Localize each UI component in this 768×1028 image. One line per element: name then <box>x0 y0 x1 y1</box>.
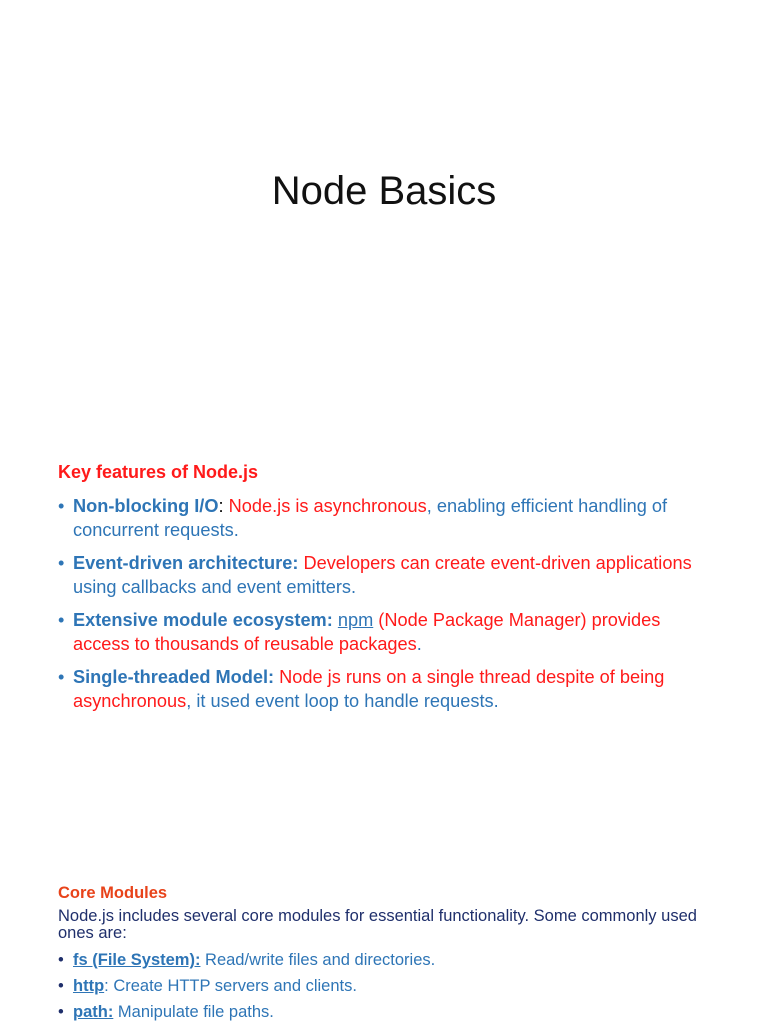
list-item <box>58 494 718 542</box>
module-description: Manipulate file paths. <box>113 1003 274 1021</box>
feature-label-suffix: : <box>218 496 224 516</box>
list-item <box>58 551 718 599</box>
list-item <box>58 608 718 656</box>
list-item <box>58 1002 698 1022</box>
bullet-icon: • <box>58 951 64 969</box>
module-description: Create HTTP servers and clients. <box>108 977 357 995</box>
feature-label: Extensive module ecosystem: <box>73 610 333 630</box>
feature-description: , it used event loop to handle requests. <box>186 691 499 711</box>
feature-description: using callbacks and event emitters. <box>73 577 357 597</box>
key-features-heading: Key features of Node.js <box>58 462 259 482</box>
feature-label: Event-driven architecture: <box>73 553 299 573</box>
module-name-link[interactable]: path: <box>73 1003 114 1021</box>
module-name-link[interactable]: fs (File System): <box>73 951 201 969</box>
core-modules-list <box>58 950 698 1028</box>
feature-description: , enabling efficient handling of concurrent requests. <box>73 496 668 540</box>
core-modules-intro: Node.js includes several core modules for essential functionality. Some commonly used ones are: <box>58 907 697 942</box>
npm-link[interactable]: npm <box>337 610 374 630</box>
core-modules-heading: Core Modules <box>58 884 168 902</box>
feature-highlight: Node js runs on a single thread despite of being asynchronous <box>73 667 665 711</box>
feature-highlight: Developers can create event-driven applications <box>298 553 692 573</box>
list-item <box>58 665 718 713</box>
feature-label: Single-threaded Model: <box>73 667 275 687</box>
key-features-list <box>58 494 718 722</box>
bullet-icon: • <box>58 553 65 573</box>
bullet-icon: • <box>58 977 64 995</box>
list-item <box>58 976 698 996</box>
list-item <box>58 950 698 970</box>
module-name-link[interactable]: http <box>73 977 105 995</box>
module-description: Read/write files and directories. <box>200 951 436 969</box>
module-separator: : <box>104 977 109 995</box>
feature-description: . <box>416 634 422 654</box>
feature-highlight: (Node Package Manager) provides access to thousands of reusable packages <box>73 610 661 654</box>
slide-title: Node Basics <box>271 169 497 213</box>
bullet-icon: • <box>58 1003 64 1021</box>
bullet-icon: • <box>58 496 65 516</box>
bullet-icon: • <box>58 610 65 630</box>
feature-highlight: Node.js is asynchronous <box>223 496 427 516</box>
feature-label: Non-blocking I/O <box>73 496 219 516</box>
bullet-icon: • <box>58 667 65 687</box>
